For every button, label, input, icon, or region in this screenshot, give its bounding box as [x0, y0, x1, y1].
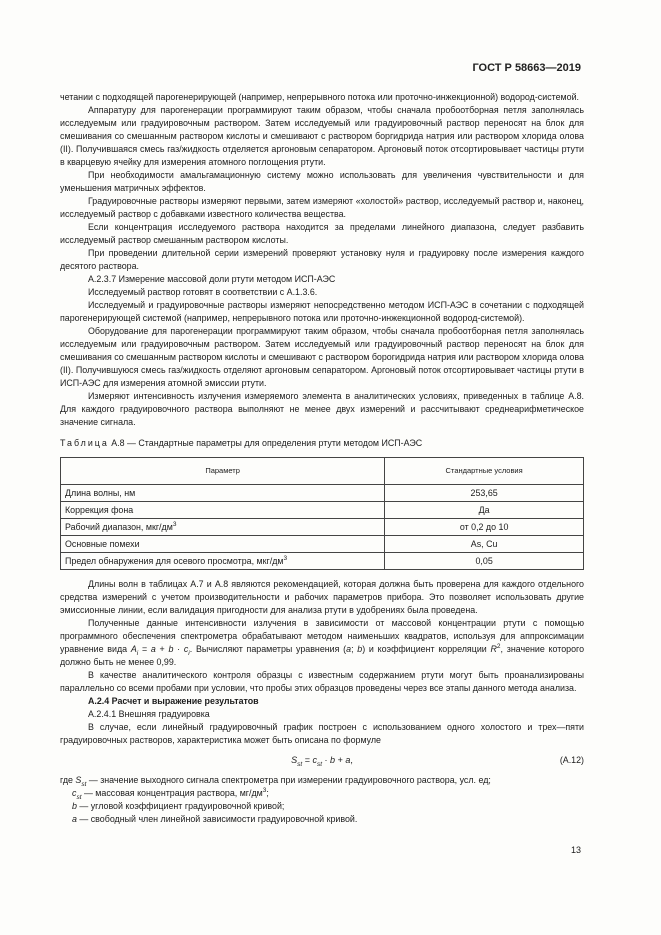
paragraph: При проведении длительной серии измерений проверяют установку нуля и градуировку после измерения каждого десятого раствора.: [60, 248, 584, 271]
table-cell: Длина волны, нм: [61, 485, 385, 502]
formula: $S_{st} = c_{st} \cdot b + a$,: [291, 755, 353, 768]
column-header: Стандартные условия: [385, 458, 584, 485]
table-cell: от 0,2 до 10: [385, 519, 584, 536]
table-cell: 253,65: [385, 485, 584, 502]
paragraph: Полученные данные интенсивности излучения в зависимости от массовой концентрации ртути с помощью программного обеспечения спектрометра обрабатывают методом наименьших квадратов, используя для аппроксимации уравнение вида $A_i = a + b \cdot c_i$. Вычисляют параметры уравнения (a; b) и коэффициент корреляции $R^2$, значение которого должно быть не менее 0,99.: [60, 618, 585, 667]
table-row: [61, 553, 584, 570]
paragraph: Исследуемый раствор готовят в соответствии с А.1.3.6.: [88, 287, 318, 297]
paragraph: В качестве аналитического контроля образцы с известным содержанием ртути могут быть проанализированы параллельно со всеми пробами при условии, что пробы этих образцов проведены через все этапы данного метода анализа.: [60, 670, 584, 693]
parameters-table: [60, 457, 584, 570]
formula-block: [60, 749, 584, 771]
where-line: b — угловой коэффициент градуировочной кривой;: [72, 801, 285, 811]
table-cell: Рабочий диапазон, мкг/$дм^3$: [61, 519, 385, 536]
document-body: [60, 91, 584, 826]
table-cell: Основные помехи: [61, 536, 385, 553]
paragraph: Если концентрация исследуемого раствора находится за пределами линейного диапазона, следует разбавить исследуемый раствор смешанным раствором кислоты.: [60, 222, 584, 245]
document-code: ГОСТ Р 58663—2019: [472, 62, 581, 74]
table-cell: Предел обнаружения для осевого просмотра, мкг/$дм^3$: [61, 553, 385, 570]
column-header: Параметр: [61, 458, 385, 485]
paragraph: Аппаратуру для парогенерации программируют таким образом, чтобы сначала пробоотборная петля заполнялась исследуемым или градуировочным раствором. Затем исследуемый или градуировочный раствор переносят на блок для смешивания со смешанным раствором кислоты и смешивают с раствором боргидрида натрия или раствором хлорида олова (II). Получившаяся смесь газ/жидкость отделяется аргоновым сепаратором. Аргоновый поток отсортировывает частицы ртути в кварцевую ячейку для измерения атомного поглощения ртути.: [60, 105, 584, 167]
table-caption-prefix: Таблица: [60, 438, 109, 448]
paragraph: Градуировочные растворы измеряют первыми, затем измеряют «холостой» раствор, исследуемый раствор и, наконец, исследуемый раствор с добавками известного количества вещества.: [60, 196, 584, 219]
where-line: a — свободный член линейной зависимости градуировочной кривой.: [72, 814, 358, 824]
table-row: [61, 502, 584, 519]
table-cell: Да: [385, 502, 584, 519]
paragraph: Длины волн в таблицах А.7 и А.8 являются рекомендацией, которая должна быть проверена для каждого отдельного средства измерений с учетом производительности и рабочих параметров прибора. Это позволяет использовать другие эмиссионные линии, если валидация пригодности для анализа ртути в удобрениях была проведена.: [60, 579, 584, 615]
table-caption-text: А.8 — Стандартные параметры для определения ртути методом ИСП-АЭС: [108, 438, 423, 448]
paragraph: Измеряют интенсивность излучения измеряемого элемента в аналитических условиях, приведенных в таблице А.8. Для каждого градуировочного раствора выполняют не менее двух измерений и рассчитывают среднеарифметическое значение сигнала.: [60, 391, 584, 427]
table-cell: Коррекция фона: [61, 502, 385, 519]
table-row: [61, 485, 584, 502]
formula-number: (А.12): [559, 755, 584, 765]
where-line: где $S_{st}$ — значение выходного сигнала спектрометра при измерении градуировочного раствора, усл. ед;: [60, 775, 491, 788]
subsection-heading: А.2.4.1 Внешняя градуировка: [88, 709, 210, 719]
section-heading: А.2.4 Расчет и выражение результатов: [88, 696, 259, 706]
paragraph: четании с подходящей парогенерирующей (например, непрерывного потока или проточно-инжекционной) водород-системой.: [60, 92, 580, 102]
page-number: 13: [570, 845, 581, 855]
table-caption: [60, 437, 584, 450]
where-line: $c_{st}$ — массовая концентрация раствора, $мг/дм^3$;: [72, 787, 269, 801]
paragraph: При необходимости амальгамационную систему можно использовать для увеличения чувствительности и для уменьшения матричных эффектов.: [60, 170, 584, 193]
paragraph: Оборудование для парогенерации программируют таким образом, чтобы сначала пробоотборная петля заполнялась исследуемым или градуировочным раствором. Затем исследуемый или градуировочный раствор переносят на блок для смешивания со смешанным раствором кислоты и смешивают с раствором борогидрида натрия или раствором хлорида олова (II). Получившуюся смесь газ/жидкость отделяют аргоновым сепаратором. Аргоновый поток отсортировывает частицы ртути в ИСП-АЭС для измерения атомной эмиссии ртути.: [60, 326, 584, 388]
section-heading: А.2.3.7 Измерение массовой доли ртути методом ИСП-АЭС: [88, 274, 336, 284]
table-header-row: [61, 458, 584, 485]
table-cell: As, Cu: [385, 536, 584, 553]
paragraph: Исследуемый и градуировочные растворы измеряют непосредственно методом ИСП-АЭС в сочетании с подходящей парогенерирующей системой (например, непрерывного потока или проточно-инжекционной водород-системой).: [60, 300, 584, 323]
table-cell: 0,05: [385, 553, 584, 570]
table-row: [61, 536, 584, 553]
paragraph: В случае, если линейный градуировочный график построен с использованием одного холостого и трех—пяти градуировочных растворов, характеристика может быть описана по формуле: [60, 722, 584, 745]
table-row: [61, 519, 584, 536]
